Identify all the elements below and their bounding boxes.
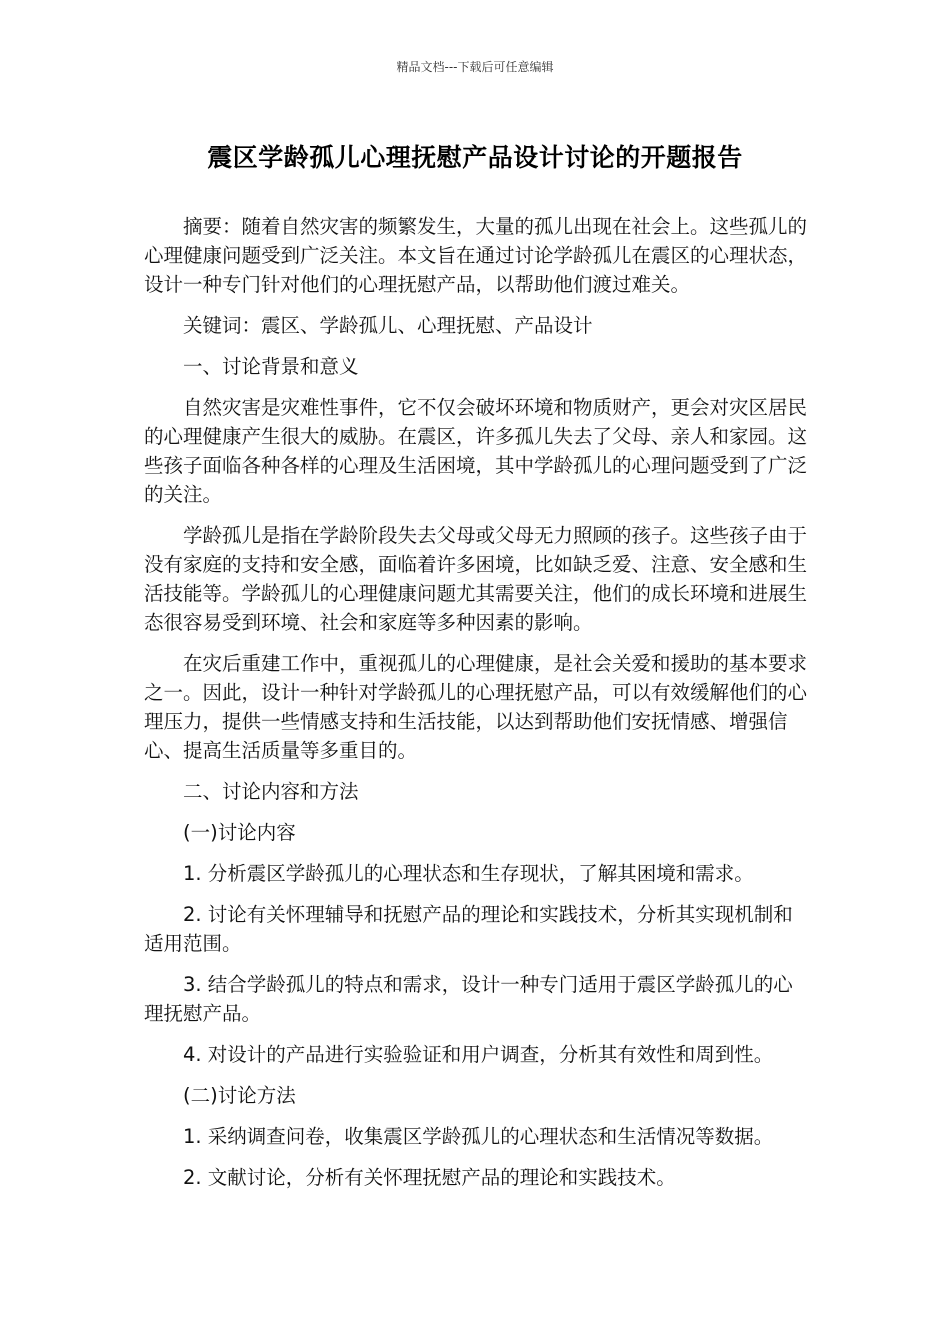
header-note: 精品文档---下载后可任意编辑: [396, 60, 554, 74]
document-title: 震区学龄孤儿心理抚慰产品设计讨论的开题报告: [207, 143, 743, 172]
body-paragraph: 学龄孤儿是指在学龄阶段失去父母或父母无力照顾的孩子。这些孩子由于没有家庭的支持和安全感，面临着许多困境，比如缺乏爱、注意、安全感和生活技能等。学龄孤儿的心理健康问题尤其需要关注，他们的成长环境和进展生态很容易受到环境、社会和家庭等多种因素的影响。: [144, 524, 808, 634]
body-paragraph: 在灾后重建工作中，重视孤儿的心理健康，是社会关爱和援助的基本要求之一。因此，设计一种针对学龄孤儿的心理抚慰产品，可以有效缓解他们的心理压力，提供一些情感支持和生活技能，以达到帮助他们安抚情感、增强信心、提高生活质量等多重目的。: [144, 652, 808, 762]
subsection-heading: (一)讨论内容: [183, 821, 296, 844]
body-paragraph: 自然灾害是灾难性事件，它不仅会破坏环境和物质财产，更会对灾区居民的心理健康产生很大的威胁。在震区，许多孤儿失去了父母、亲人和家园。这些孩子面临各种各样的心理及生活困境，其中学龄孤儿的心理问题受到了广泛的关注。: [144, 396, 808, 506]
list-item: 4. 对设计的产品进行实验验证和用户调查，分析其有效性和周到性。: [183, 1043, 774, 1066]
section-heading: 一、讨论背景和意义: [183, 355, 359, 378]
section-heading: 二、讨论内容和方法: [183, 780, 359, 803]
subsection-heading: (二)讨论方法: [183, 1084, 296, 1107]
list-item: 2. 讨论有关怀理辅导和抚慰产品的理论和实践技术，分析其实现机制和适用范围。: [144, 903, 793, 955]
list-item: 1. 采纳调查问卷，收集震区学龄孤儿的心理状态和生活情况等数据。: [183, 1125, 774, 1148]
list-item: 1. 分析震区学龄孤儿的心理状态和生存现状，了解其困境和需求。: [183, 862, 754, 885]
document-body: [144, 212, 812, 1204]
abstract-paragraph: 摘要：随着自然灾害的频繁发生，大量的孤儿出现在社会上。这些孤儿的心理健康问题受到广泛关注。本文旨在通过讨论学龄孤儿在震区的心理状态，设计一种专门针对他们的心理抚慰产品，以帮助他们渡过难关。: [144, 215, 808, 296]
list-item: 2. 文献讨论，分析有关怀理抚慰产品的理论和实践技术。: [183, 1166, 676, 1189]
list-item: 3. 结合学龄孤儿的特点和需求，设计一种专门适用于震区学龄孤儿的心理抚慰产品。: [144, 973, 793, 1025]
keywords-paragraph: 关键词：震区、学龄孤儿、心理抚慰、产品设计: [183, 314, 593, 337]
